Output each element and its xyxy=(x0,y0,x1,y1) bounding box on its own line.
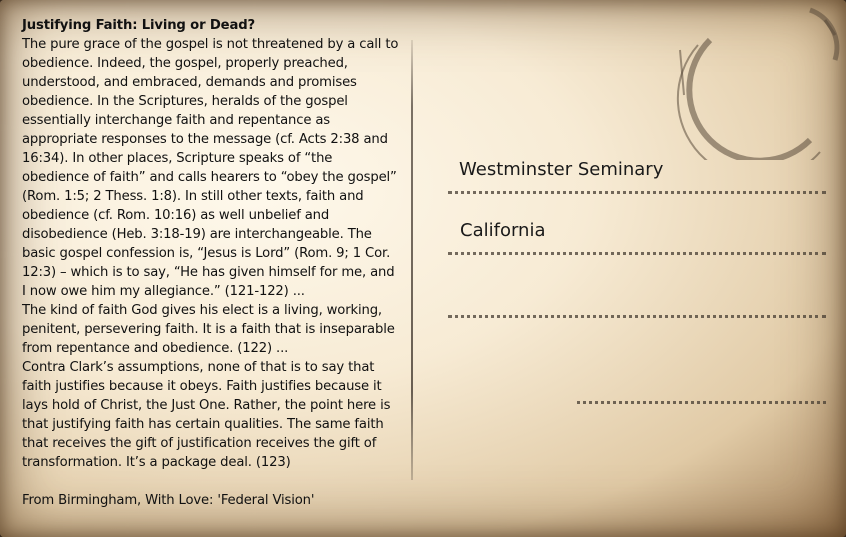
quote-source: From Birmingham, With Love: 'Federal Vision' xyxy=(22,493,315,508)
quote-paragraph: The pure grace of the gospel is not threatened by a call to obedience. Indeed, the gospel, properly preached, understood, and embraced, demands and promises obedience. In the Scriptures, heralds of the gospel essentially interchange faith and repentance as appropriate responses to the message (cf. Acts 2:38 and 16:34). In other places, Scripture speaks of “the obedience of faith” and calls hearers to “obey the gospel” (Rom. 1:5; 2 Thess. 1:8). In still other texts, faith and obedience (cf. Rom. 10:16) as well unbelief and disobedience (Heb. 3:18-19) are interchangeable. The basic gospel confession is, “Jesus is Lord” (Rom. 9; 1 Cor. 12:3) – which is to say, “He has given himself for me, and I now owe him my allegiance.” (121-122) ... xyxy=(22,37,399,299)
message-area xyxy=(22,16,402,510)
address-line-2: California xyxy=(460,220,546,241)
quote-paragraph: Contra Clark’s assumptions, none of that is to say that faith justifies because it obeys. Faith justifies because it lays hold of Christ, the Just One. Rather, the point here is that justifying faith has certain qualities. The same faith that receives the gift of justification receives the gift of transformation. It’s a package deal. (123) xyxy=(22,360,391,470)
address-line-1: Westminster Seminary xyxy=(459,159,664,180)
address-rule-3 xyxy=(448,315,826,318)
address-rule-2 xyxy=(448,252,826,255)
center-divider xyxy=(411,40,413,480)
quote-title: Justifying Faith: Living or Dead? xyxy=(22,18,255,33)
address-rule-4 xyxy=(577,401,826,404)
quote-paragraph: The kind of faith God gives his elect is a living, working, penitent, persevering faith. It is a faith that is inseparable from repentance and obedience. (122) ... xyxy=(22,303,395,356)
postmark-stamp-icon xyxy=(660,0,846,160)
address-rule-1 xyxy=(448,191,826,194)
